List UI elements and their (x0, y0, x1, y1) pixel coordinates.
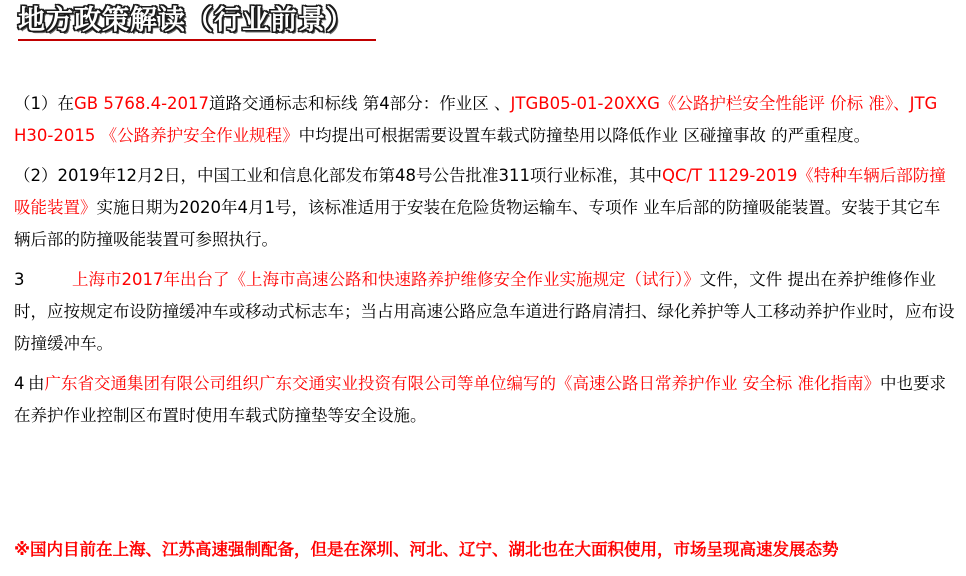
paragraph-1-run-1: （1）在 (14, 94, 74, 113)
paragraph-4-run-2-guideline-title: 广东省交通集团有限公司组织广东交通实业投资有限公司等单位编写的《高速公路日常养护作业 安全标 准化指南》 (44, 374, 880, 394)
paragraph-2 (14, 160, 956, 255)
slide-body (14, 88, 956, 441)
paragraph-1 (14, 88, 956, 151)
paragraph-1-run-3: 道路交通标志和标线 第4部分：作业区 、 (209, 94, 511, 113)
paragraph-4-run-1: 由 (28, 374, 45, 394)
paragraph-4-marker: 4 (14, 374, 25, 394)
page-title: 地方政策解读（行业前景） (18, 5, 354, 36)
paragraph-2-run-3: 实施日期为2020年4月1号，该标准适用于安装在危险货物运输车、专项作 业车后部的防撞吸能装置。安装于其它车辆后部的防撞吸能装置可参照执行。 (14, 198, 941, 249)
paragraph-4-run-3: 中也要求在养护作业控制区布置时使用车载式防撞垫等安全设施。 (14, 374, 946, 426)
paragraph-3 (14, 264, 956, 359)
footer-note: ※国内目前在上海、江苏高速强制配备，但是在深圳、河北、辽宁、湖北也在大面积使用，市场呈现高速发展态势 (14, 540, 839, 559)
paragraph-3-marker: 3 (14, 270, 25, 290)
slide-title-block (18, 6, 398, 41)
paragraph-1-run-2-standard-code: GB 5768.4-2017 (74, 94, 210, 113)
paragraph-1-run-4-standard-titles: JTGB05-01-20XXG《公路护栏安全性能评 价标 准》、JTG H30-2015 《公路养护安全作业规程》 (14, 94, 938, 145)
paragraph-3-run-1-document-title: 上海市2017年出台了《上海市高速公路和快速路养护维修安全作业实施规定（试行）》 (72, 270, 700, 290)
title-underline-rule (18, 39, 376, 41)
paragraph-2-run-2-standard-code: QC/T 1129-2019《特种车辆后部防撞吸能装置》 (14, 166, 946, 218)
paragraph-1-run-5: 中均提出可根据需要设置车载式防撞垫用以降低作业 区碰撞事故 的严重程度。 (298, 125, 871, 145)
paragraph-3-run-2: 文件，文件 提出在养护维修作业时，应按规定布设防撞缓冲车或移动式标志车；当占用高速公路应急车道进行路肩清扫、绿化养护等人工移动养护作业时，应布设防撞缓冲车。 (14, 270, 955, 353)
paragraph-4 (14, 368, 956, 431)
paragraph-2-run-1: （2）2019年12月2日，中国工业和信息化部发布第48号公告批准311项行业标准，其中 (14, 166, 662, 186)
